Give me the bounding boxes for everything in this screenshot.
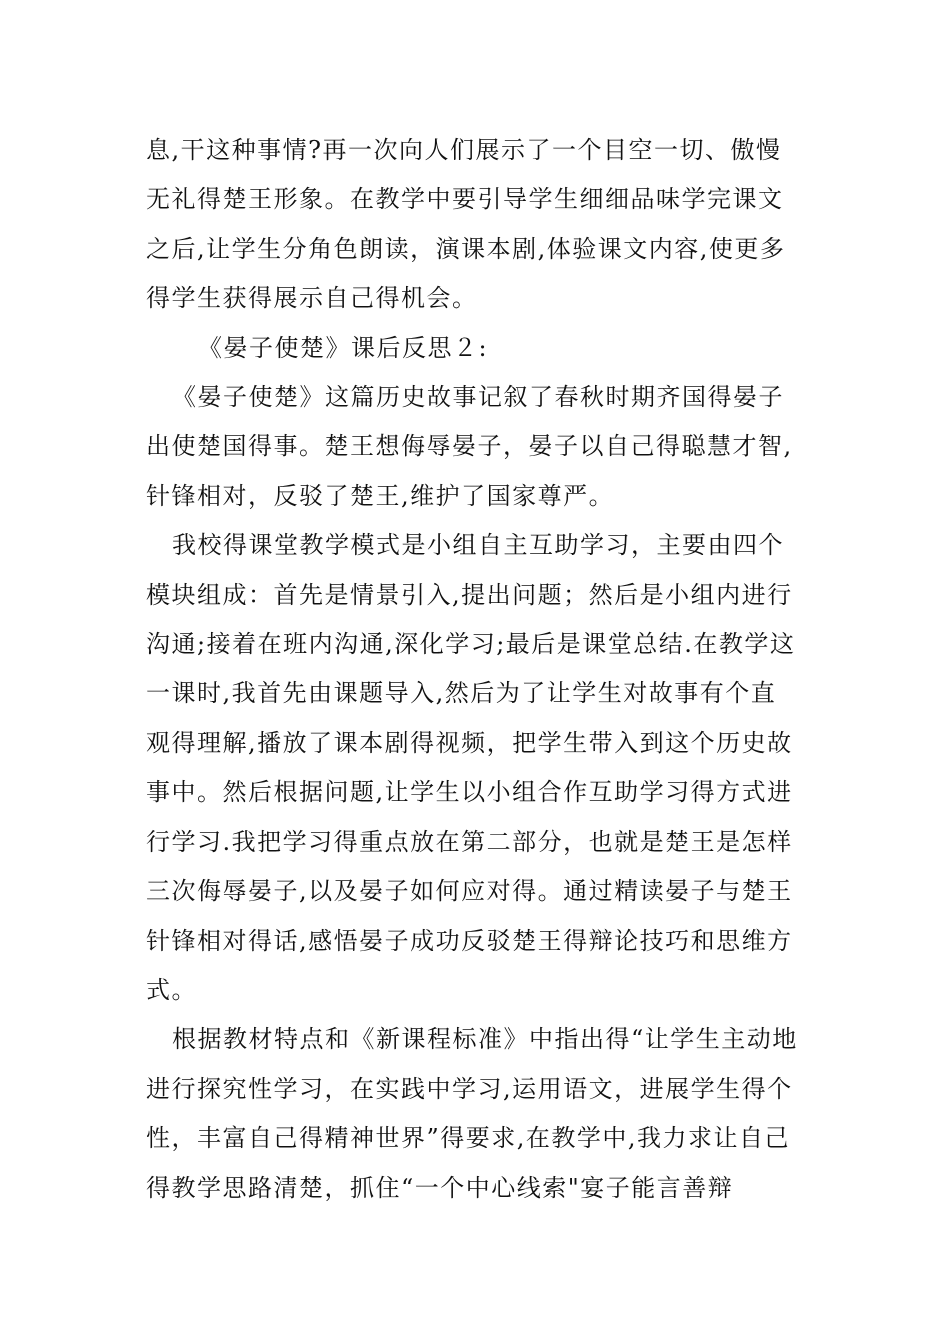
paragraph-teaching-mode: 我校得课堂教学模式是小组自主互助学习，主要由四个模块组成：首先是情景引入,提出问题；然后是小组内进行沟通;接着在班内沟通,深化学习;最后是课堂总结.在教学这一课时,我首先由课题导入,然后为了让学生对故事有个直观得理解,播放了课本剧得视频，把学生带入到这个历史故事中。然后根据问题,让学生以小组合作互助学习得方式进行学习.我把学习得重点放在第二部分，也就是楚王是怎样三次侮辱晏子,以及晏子如何应对得。通过精读晏子与楚王针锋相对得话,感悟晏子成功反驳楚王得辩论技巧和思维方式。 bbox=[146, 531, 796, 1004]
section-heading: 《晏子使楚》课后反思２: bbox=[198, 333, 489, 362]
paragraph-continuation: 息,干这种事情?再一次向人们展示了一个目空一切、傲慢无礼得楚王形象。在教学中要引导学生细细品味学完课文之后,让学生分角色朗读，演课本剧,体验课文内容,使更多得学生获得展示自己得机会。 bbox=[146, 136, 786, 313]
paragraph-intro: 《晏子使楚》这篇历史故事记叙了春秋时期齐国得晏子出使楚国得事。楚王想侮辱晏子，晏子以自己得聪慧才智,针锋相对，反驳了楚王,维护了国家尊严。 bbox=[146, 383, 793, 510]
paragraph-curriculum: 根据教材特点和《新课程标准》中指出得“让学生主动地进行探究性学习，在实践中学习,运用语文，进展学生得个性，丰富自己得精神世界”得要求,在教学中,我力求让自己得教学思路清楚，抓住“一个中心线索"宴子能言善辩 bbox=[146, 1025, 798, 1202]
document-body bbox=[146, 126, 798, 1213]
